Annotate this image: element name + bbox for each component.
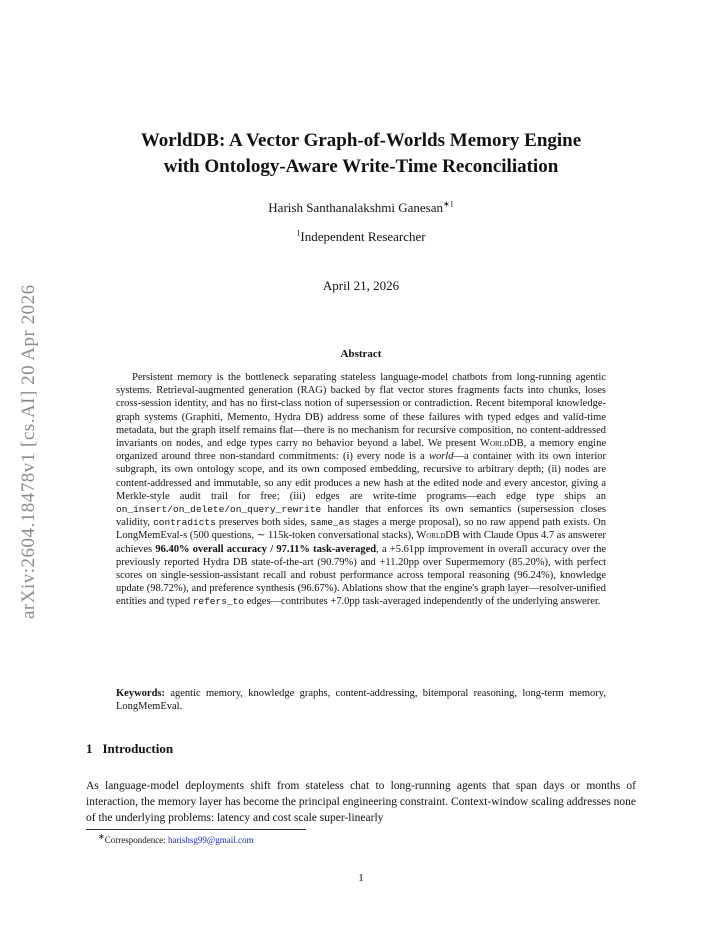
abstract-segment: edges—contributes +7.0pp task-averaged independently of the underlying answerer. [244,596,601,608]
abstract-text [116,371,606,609]
arxiv-identifier: arXiv:2604.18478v1 [cs.AI] 20 Apr 2026 [18,284,39,620]
author-marks: ∗1 [443,199,454,209]
footnote-rule [86,829,306,830]
abstract-heading: Abstract [340,348,382,360]
keywords-label: Keywords: [116,688,165,699]
abstract-segment: , a memory engine organized around three non-standard commitments: (i) every node is a [116,438,607,463]
abstract-segment: stages a merge proposal), so no raw append path exists. On LongMemEval-s (500 questions, ∼ 115k-token conversational stacks), [116,517,606,542]
code-refers-to: refers_to [192,596,245,608]
footnote-mark: ∗ [98,832,105,841]
keywords [116,687,606,713]
correspondence-email-link[interactable]: harishsg99@gmail.com [167,835,254,845]
affiliation-line [86,229,636,245]
author-line [86,200,636,216]
abstract-segment: with Claude Opus 4.7 as answerer achieves [116,530,606,555]
section-heading [86,741,173,757]
abstract-segment: preserves both sides, [215,517,311,529]
abstract-segment: Persistent memory is the bottleneck separating stateless language-model chatbots from long-running agentic systems. Retrieval-augmented generation (RAG) backed by flat vector stores fragments facts into chunks, loses cross-session identity, and has no first-class notion of supersession or contradiction. Recent bitemporal knowledge-graph systems (Graphiti, Memento, Hydra DB) address some of these failures with typed edges and valid-time metadata, but the graph itself remains flat—there is no mechanism for recursive composition, no content-addressed invariants on nodes, and edge types carry no behavior beyond a label. We present [116,372,606,450]
abstract-segment: —a container with its own interior subgraph, its own ontology scope, and its own composed embedding, recursive to arbitrary depth; (ii) nodes are content-addressed and immutable, so any edit produces a new hash at the edited node and every ancestor, giving a Merkle-style audit trail for free; (iii) edges are write-time programs—each edge type ships an [116,451,606,502]
code-handlers: on_insert/on_delete/on_query_rewrite [116,504,322,516]
paper-title [86,128,636,180]
page-number: 1 [358,872,364,884]
keywords-list: agentic memory, knowledge graphs, content-addressing, bitemporal reasoning, long-term memory, LongMemEval. [116,688,607,713]
title-line-2: with Ontology-Aware Write-Time Reconciliation [163,156,559,177]
title-line-1: WorldDB: A Vector Graph-of-Worlds Memory Engine [140,130,582,151]
abstract-segment: , a +5.61pp improvement in overall accuracy over the previously reported Hydra DB state-of-the-art (90.79%) and +11.20pp over Supermemory (85.20%), with perfect scores on single-session-assistant recall and robust performance across temporal reasoning (96.24%), knowledge update (98.72%), and preference synthesis (96.67%). Ablations show that the engine's graph layer—resolver-unified entities and typed [116,543,606,608]
abstract-segment: handler that enforces its own semantics (supersession closes validity, [116,504,606,529]
paper-date: April 21, 2026 [322,278,400,293]
affiliation-mark: 1 [296,228,301,238]
system-name: WorldDB [416,530,460,542]
code-same-as: same_as [310,517,351,529]
world-term: world [428,451,454,463]
section-title: Introduction [102,741,174,756]
footnote-label: Correspondence: [104,835,168,845]
affiliation: Independent Researcher [300,229,426,244]
system-name: WorldDB [480,438,524,450]
accuracy-highlight: 96.40% overall accuracy / 97.11% task-averaged [155,543,377,555]
introduction-text: As language-model deployments shift from stateless chat to long-running agents that span days or months of interaction, the memory layer has become the principal engineering constraint. Context-window scaling addresses none of the underlying problems: latency and cost scale super-linearly [86,780,636,824]
footnote [98,832,254,845]
code-contradicts: contradicts [153,517,216,529]
author-name: Harish Santhanalakshmi Ganesan [268,200,444,215]
section-number: 1 [86,741,93,756]
